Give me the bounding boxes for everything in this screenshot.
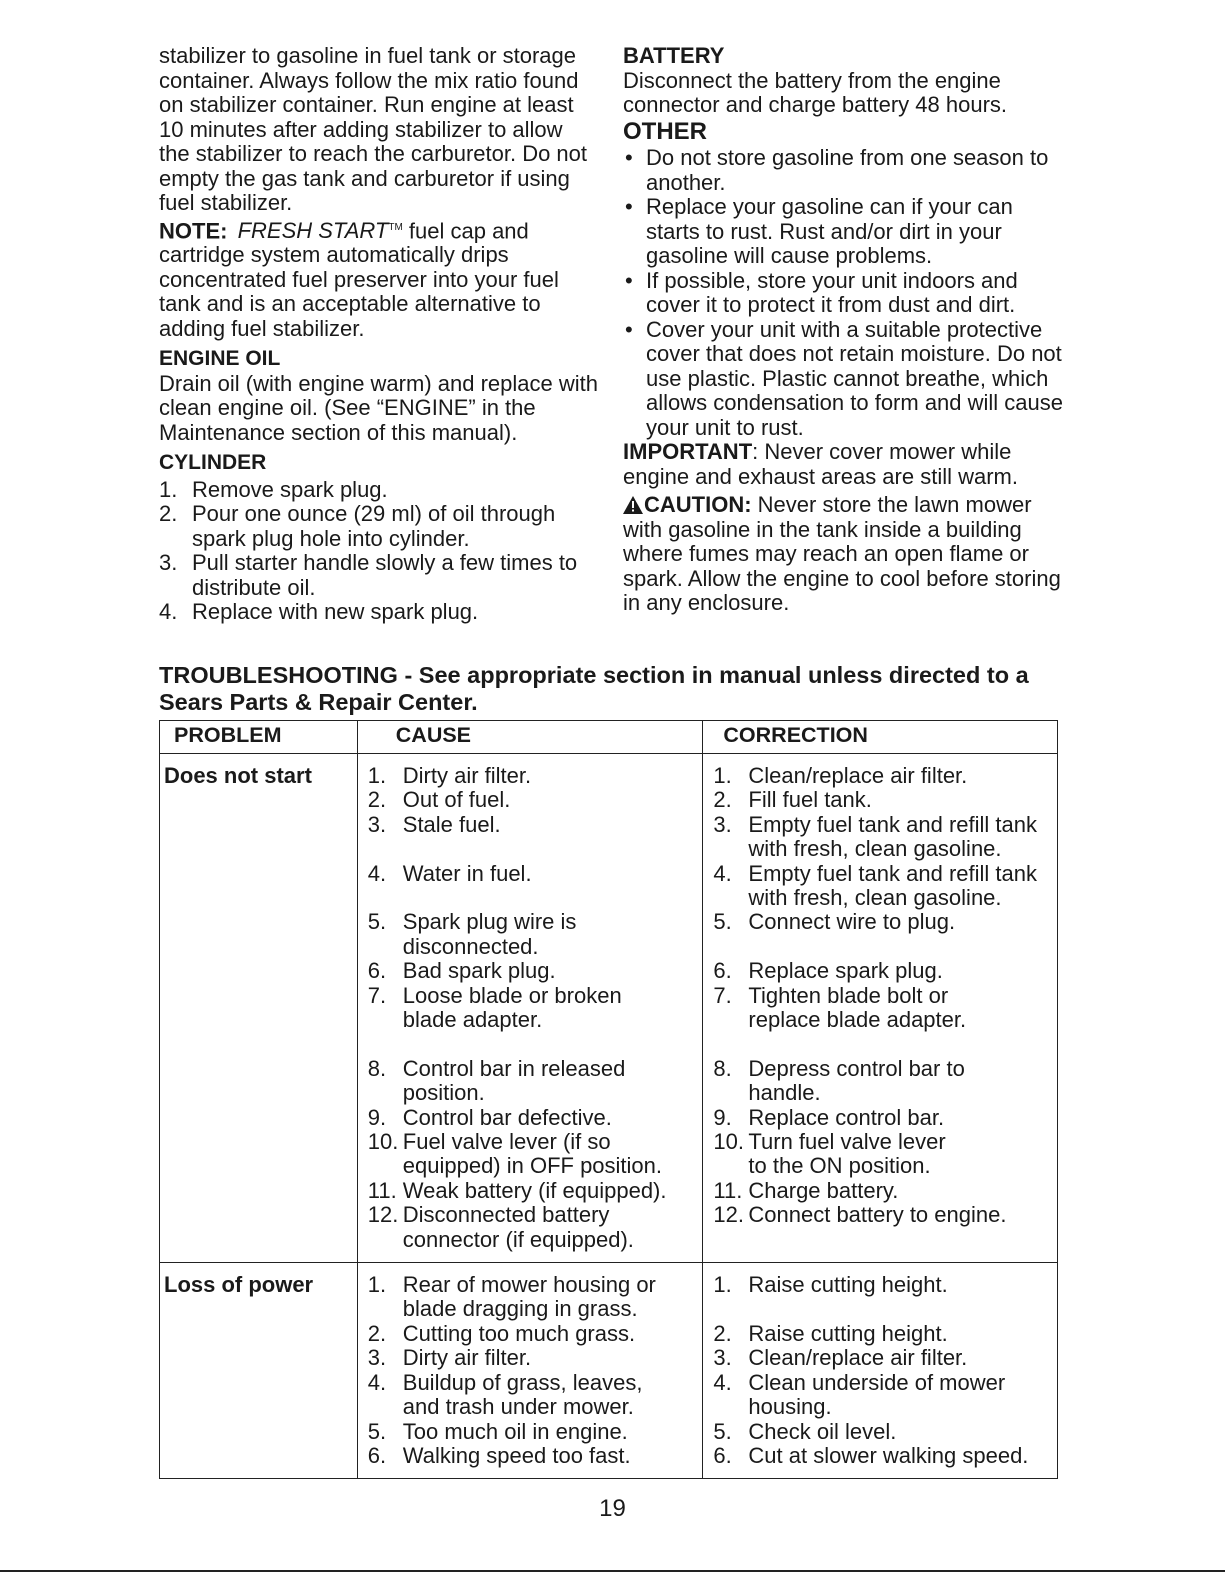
- bottom-rule: [0, 1570, 1225, 1572]
- table-row: [160, 754, 1058, 1263]
- correction-item: 7. Tighten blade bolt or replace blade adapter.: [713, 982, 967, 1033]
- cylinder-step: 4. Replace with new spark plug.: [159, 599, 479, 625]
- problem-cell: Loss of power: [160, 1263, 358, 1479]
- cause-item: 10. Fuel valve lever (if so equipped) in OFF position.: [367, 1129, 663, 1179]
- other-heading: OTHER: [623, 117, 707, 145]
- correction-item: 9. Replace control bar.: [713, 1104, 945, 1130]
- caution-label: CAUTION:: [644, 492, 752, 517]
- note-label: NOTE:: [159, 217, 228, 243]
- cause-item: 4. Buildup of grass, leaves, and trash under mower.: [367, 1369, 643, 1420]
- other-item: • Cover your unit with a suitable protective cover that does not retain moisture. Do not use plastic. Plastic cannot breathe, which allows condensation to form and will cause your unit to rust.: [625, 316, 1064, 440]
- bullet-icon: •: [625, 194, 633, 219]
- cylinder-step: 2. Pour one ounce (29 ml) of oil through spark plug hole into cylinder.: [159, 501, 556, 551]
- correction-item: 2. Fill fuel tank.: [713, 787, 872, 813]
- trademark-mark: TM: [388, 221, 403, 233]
- important-label: IMPORTANT: [623, 439, 753, 464]
- correction-item: 6. Replace spark plug.: [713, 958, 943, 984]
- important-text: : Never cover mower while engine and exhaust areas are still warm.: [623, 439, 1018, 489]
- warning-triangle-icon: [623, 493, 643, 518]
- correction-item: 3. Clean/replace air filter.: [713, 1345, 968, 1371]
- note-text: fuel cap and cartridge system automatically drips concentrated fuel preserver into your fuel tank and is an acceptable alternative to adding fuel stabilizer.: [159, 217, 559, 341]
- other-item: • Do not store gasoline from one season to another.: [625, 145, 1049, 195]
- troubleshooting-table: [159, 720, 1058, 1479]
- correction-cell: [703, 754, 1058, 1263]
- correction-item: 1. Clean/replace air filter.: [713, 763, 968, 788]
- cause-item: 5. Spark plug wire is disconnected.: [367, 909, 577, 959]
- cause-item: 1. Rear of mower housing or blade dragging in grass.: [367, 1272, 656, 1322]
- cause-item: 3. Stale fuel.: [367, 811, 501, 837]
- caution-text: Never store the lawn mower with gasoline in the tank inside a building where fumes may reach an open flame or spark. Allow the engine to cool before storing in any enclosure.: [623, 492, 1061, 615]
- cylinder-step: 1. Remove spark plug.: [159, 476, 388, 502]
- cylinder-steps: [159, 478, 599, 625]
- cylinder-step: 3. Pull starter handle slowly a few times to distribute oil.: [159, 550, 578, 600]
- bullet-icon: •: [625, 316, 633, 342]
- cause-item: 1. Dirty air filter.: [367, 763, 532, 788]
- cause-item: 11. Weak battery (if equipped).: [367, 1177, 667, 1203]
- stabilizer-paragraph: stabilizer to gasoline in fuel tank or storage container. Always follow the mix ratio found on stabilizer container. Run engine at least 10 minutes after adding stabilizer to allow the stabilizer to reach the carburetor. Do not empty the gas tank and carburetor if using fuel stabilizer.: [159, 43, 588, 215]
- correction-item: 10. Turn fuel valve lever to the ON position.: [713, 1129, 946, 1179]
- problem-cell: Does not start: [160, 754, 358, 1263]
- bullet-icon: •: [625, 145, 633, 170]
- correction-item: 12. Connect battery to engine.: [713, 1202, 1007, 1228]
- correction-item: 5. Connect wire to plug.: [713, 909, 956, 935]
- troubleshooting-title: TROUBLESHOOTING - See appropriate section in manual unless directed to a Sears Parts & Repair Center.: [159, 662, 1029, 715]
- correction-item: 4. Empty fuel tank and refill tank with fresh, clean gasoline.: [713, 860, 1037, 911]
- caution-paragraph: [623, 493, 1063, 616]
- battery-paragraph: Disconnect the battery from the engine connector and charge battery 48 hours.: [623, 67, 1008, 117]
- other-list: [623, 146, 1063, 440]
- correction-item: 1. Raise cutting height.: [713, 1272, 948, 1298]
- table-row: [160, 1263, 1058, 1479]
- cause-item: 6. Walking speed too fast.: [367, 1442, 631, 1468]
- cause-cell: [357, 1263, 703, 1479]
- correction-item: 3. Empty fuel tank and refill tank with fresh, clean gasoline.: [713, 811, 1037, 862]
- correction-item: 8. Depress control bar to handle.: [713, 1055, 965, 1106]
- cause-item: 12. Disconnected battery connector (if equipped).: [367, 1202, 634, 1252]
- page-number: 19: [599, 1495, 626, 1522]
- cause-header: CAUSE: [357, 721, 703, 754]
- correction-item: 4. Clean underside of mower housing.: [713, 1369, 1006, 1420]
- battery-heading: BATTERY: [623, 43, 725, 68]
- cause-item: 8. Control bar in released position.: [367, 1055, 626, 1106]
- correction-cell: [703, 1263, 1058, 1479]
- problem-header: PROBLEM: [160, 721, 358, 754]
- engine-oil-heading: ENGINE OIL: [159, 347, 281, 371]
- engine-oil-paragraph: Drain oil (with engine warm) and replace with clean engine oil. (See “ENGINE” in the Maintenance section of this manual).: [159, 370, 598, 445]
- cause-item: 9. Control bar defective.: [367, 1104, 612, 1130]
- cylinder-heading: CYLINDER: [159, 451, 267, 475]
- cause-item: 3. Dirty air filter.: [367, 1345, 532, 1371]
- correction-header: CORRECTION: [703, 721, 1058, 754]
- cause-item: 5. Too much oil in engine.: [367, 1418, 628, 1444]
- important-paragraph: [623, 440, 1063, 489]
- bullet-icon: •: [625, 267, 633, 293]
- left-column: [159, 44, 599, 625]
- right-column: [623, 44, 1063, 616]
- fresh-start-brand: FRESH START: [237, 217, 389, 243]
- cause-item: 6. Bad spark plug.: [367, 958, 556, 984]
- table-header-row: [160, 721, 1058, 754]
- other-item: • Replace your gasoline can if your can starts to rust. Rust and/or dirt in your gasoline will cause problems.: [625, 194, 1013, 268]
- correction-item: 6. Cut at slower walking speed.: [713, 1442, 1029, 1468]
- cause-item: 2. Out of fuel.: [367, 787, 511, 813]
- correction-item: 5. Check oil level.: [713, 1418, 897, 1444]
- note-paragraph: [159, 216, 599, 342]
- cause-item: 4. Water in fuel.: [367, 860, 532, 886]
- cause-item: 2. Cutting too much grass.: [367, 1320, 636, 1346]
- correction-item: 11. Charge battery.: [713, 1177, 899, 1203]
- other-item: • If possible, store your unit indoors and cover it to protect it from dust and dirt.: [625, 267, 1018, 317]
- correction-item: 2. Raise cutting height.: [713, 1320, 948, 1346]
- cause-item: 7. Loose blade or broken blade adapter.: [367, 982, 622, 1033]
- cause-cell: [357, 754, 703, 1263]
